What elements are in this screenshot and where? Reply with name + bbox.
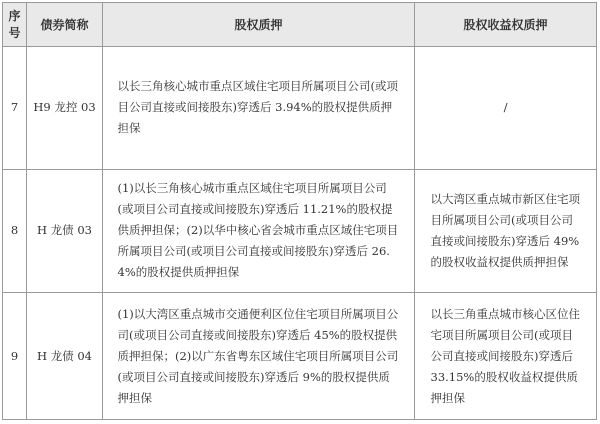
table-row [3,47,597,170]
equity-pledge-text: (1)以长三角核心城市重点区域住宅项目所属项目公司(或项目公司直接或间接股东)穿透后 11.21%的股权提供质押担保；(2)以华中核心省会城市重点区域住宅项目所属项目公司(或项目公司直接或间接股东)穿透后 26.4%的股权提供质押担保 [103,169,415,293]
income-pledge-text: 以长三角重点城市核心区位住宅项目所属项目公司(或项目公司直接或间接股东)穿透后 33.15%的股权收益权提供质押担保 [415,293,597,420]
bond-name: H 龙债 03 [27,169,103,293]
row-no: 7 [3,47,27,170]
income-pledge-text: / [415,47,597,170]
bond-name: H9 龙控 03 [27,47,103,170]
row-no: 8 [3,169,27,293]
income-pledge-text: 以大湾区重点城市新区住宅项目所属项目公司(或项目公司直接或间接股东)穿透后 49%的股权收益权提供质押担保 [415,169,597,293]
equity-pledge-text: (1)以大湾区重点城市交通便利区位住宅项目所属项目公司(或项目公司直接或间接股东)穿透后 45%的股权提供质押担保；(2)以广东省粤东区域住宅项目所属项目公司(或项目公司直接或间接股东)穿透后 9%的股权提供质押担保 [103,293,415,420]
pledge-table [2,2,597,420]
table-row [3,169,597,293]
table-row [3,293,597,420]
header-no: 序号 [3,3,27,47]
header-equity-pledge: 股权质押 [103,3,415,47]
bond-name: H 龙债 04 [27,293,103,420]
table-header-row [3,3,597,47]
header-income-pledge: 股权收益权质押 [415,3,597,47]
row-no: 9 [3,293,27,420]
header-bond: 债券简称 [27,3,103,47]
equity-pledge-text: 以长三角核心城市重点区域住宅项目所属项目公司(或项目公司直接或间接股东)穿透后 3.94%的股权提供质押担保 [103,47,415,170]
